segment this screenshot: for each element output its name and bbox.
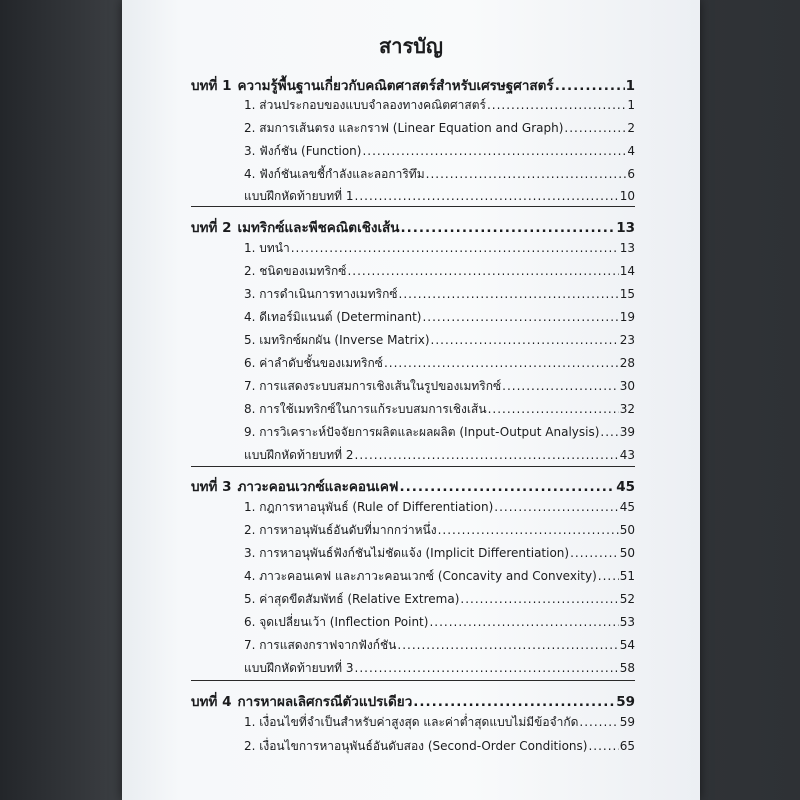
toc-entry[interactable]: [244, 331, 635, 350]
entry-label: 5. ค่าสุดขีดสัมพัทธ์ (Relative Extrema): [244, 592, 460, 606]
chapter-number: บทที่ 2: [191, 220, 232, 236]
entry-page-number: 1: [627, 98, 635, 112]
dot-leader: [502, 379, 619, 393]
entry-page-number: 13: [619, 241, 635, 255]
entry-label: 6. ค่าลำดับชั้นของเมทริกซ์: [244, 356, 383, 370]
dot-leader: [401, 220, 616, 236]
toc-entry[interactable]: [244, 567, 635, 586]
entry-label: 1. กฎการหาอนุพันธ์ (Rule of Differentiation): [244, 500, 494, 514]
entry-page-number: 30: [619, 379, 635, 393]
entry-label: 3. การดำเนินการทางเมทริกซ์: [244, 287, 398, 301]
entry-page-number: 53: [619, 615, 635, 629]
toc-page: [122, 0, 700, 800]
dot-leader: [429, 615, 618, 629]
entry-page-number: 14: [619, 264, 635, 278]
entry-label: 7. การแสดงกราฟจากฟังก์ชัน: [244, 638, 397, 652]
toc-entry[interactable]: [244, 142, 635, 161]
dot-leader: [487, 98, 626, 112]
toc-entry[interactable]: [244, 498, 635, 517]
chapter-title: ภาวะคอนเวกซ์และคอนเคฟ: [237, 479, 399, 495]
chapter-heading[interactable]: [191, 216, 635, 238]
page-title: สารบัญ: [379, 34, 443, 58]
chapter-number: บทที่ 4: [191, 694, 232, 710]
entry-page-number: 32: [619, 402, 635, 416]
entry-label: 8. การใช้เมทริกซ์ในการแก้ระบบสมการเชิงเส้น: [244, 402, 487, 416]
entry-page-number: 59: [619, 715, 635, 729]
toc-entry[interactable]: [244, 400, 635, 419]
entry-label: 5. เมทริกซ์ผกผัน (Inverse Matrix): [244, 333, 430, 347]
toc-entry[interactable]: [244, 737, 635, 756]
chapter-number: บทที่ 3: [191, 479, 232, 495]
toc-entry[interactable]: [244, 377, 635, 396]
entry-page-number: 23: [619, 333, 635, 347]
entry-page-number: 52: [619, 592, 635, 606]
entry-page-number: 39: [619, 425, 635, 439]
toc-entry[interactable]: [244, 636, 635, 655]
toc-entry[interactable]: [244, 262, 635, 281]
entry-label: 1. ส่วนประกอบของแบบจำลองทางคณิตศาสตร์: [244, 98, 486, 112]
dot-leader: [362, 144, 626, 158]
chapter-divider: [191, 680, 635, 681]
toc-entry[interactable]: [244, 521, 635, 540]
toc-entry[interactable]: [244, 308, 635, 327]
chapter-page-number: 1: [625, 78, 635, 94]
dot-leader: [555, 78, 625, 94]
dot-leader: [438, 523, 619, 537]
dot-leader: [355, 661, 619, 675]
entry-page-number: 43: [619, 448, 635, 462]
entry-page-number: 4: [627, 144, 635, 158]
entry-page-number: 50: [619, 523, 635, 537]
entry-page-number: 54: [619, 638, 635, 652]
dot-leader: [355, 189, 619, 203]
entry-label: 9. การวิเคราะห์ปัจจัยการผลิตและผลผลิต (Input-Output Analysis): [244, 425, 600, 439]
dot-leader: [399, 479, 615, 495]
dot-leader: [588, 739, 618, 753]
entry-label: 6. จุดเปลี่ยนเว้า (Inflection Point): [244, 615, 429, 629]
dot-leader: [494, 500, 618, 514]
chapter-divider: [191, 206, 635, 207]
toc-entry[interactable]: [244, 187, 635, 206]
entry-page-number: 6: [627, 167, 635, 181]
entry-label: 1. เงื่อนไขที่จำเป็นสำหรับค่าสูงสุด และค่าต่ำสุดแบบไม่มีข้อจำกัด: [244, 715, 579, 729]
dot-leader: [598, 569, 619, 583]
toc-entry[interactable]: [244, 659, 635, 678]
entry-label: แบบฝึกหัดท้ายบทที่ 2: [244, 448, 354, 462]
dot-leader: [431, 333, 619, 347]
chapter-title: ความรู้พื้นฐานเกี่ยวกับคณิตศาสตร์สำหรับเศรษฐศาสตร์: [237, 78, 554, 94]
toc-entry[interactable]: [244, 165, 635, 184]
chapter-page-number: 13: [616, 220, 635, 236]
chapter-heading[interactable]: [191, 690, 635, 712]
dot-leader: [422, 310, 618, 324]
entry-label: 3. ฟังก์ชัน (Function): [244, 144, 362, 158]
toc-entry[interactable]: [244, 590, 635, 609]
toc-entry[interactable]: [244, 613, 635, 632]
chapter-title: เมทริกซ์และพีชคณิตเชิงเส้น: [237, 220, 400, 236]
dot-leader: [347, 264, 618, 278]
dot-leader: [460, 592, 618, 606]
entry-label: 2. การหาอนุพันธ์อันดับที่มากกว่าหนึ่ง: [244, 523, 437, 537]
entry-page-number: 45: [619, 500, 635, 514]
chapter-divider: [191, 466, 635, 467]
toc-entry[interactable]: [244, 119, 635, 138]
entry-label: 2. ชนิดของเมทริกซ์: [244, 264, 347, 278]
entry-label: 2. เงื่อนไขการหาอนุพันธ์อันดับสอง (Second-Order Conditions): [244, 739, 588, 753]
entry-page-number: 50: [619, 546, 635, 560]
dot-leader: [384, 356, 619, 370]
entry-page-number: 15: [619, 287, 635, 301]
chapter-page-number: 45: [616, 479, 635, 495]
toc-entry[interactable]: [244, 713, 635, 732]
chapter-title: การหาผลเลิศกรณีตัวแปรเดียว: [237, 694, 413, 710]
chapter-number: บทที่ 1: [191, 78, 232, 94]
entry-label: แบบฝึกหัดท้ายบทที่ 3: [244, 661, 354, 675]
entry-label: 4. ฟังก์ชันเลขชี้กำลังและลอการิทึม: [244, 167, 425, 181]
dot-leader: [488, 402, 619, 416]
dot-leader: [399, 287, 619, 301]
toc-entry[interactable]: [244, 423, 635, 442]
dot-leader: [397, 638, 618, 652]
toc-entry[interactable]: [244, 285, 635, 304]
dot-leader: [579, 715, 618, 729]
toc-entry[interactable]: [244, 239, 635, 258]
entry-page-number: 65: [619, 739, 635, 753]
dot-leader: [564, 121, 626, 135]
chapter-page-number: 59: [616, 694, 635, 710]
entry-page-number: 10: [619, 189, 635, 203]
entry-page-number: 2: [627, 121, 635, 135]
chapter-heading[interactable]: [191, 74, 635, 96]
entry-page-number: 19: [619, 310, 635, 324]
entry-page-number: 51: [619, 569, 635, 583]
dot-leader: [291, 241, 619, 255]
entry-label: 3. การหาอนุพันธ์ฟังก์ชันไม่ชัดแจ้ง (Implicit Differentiation): [244, 546, 570, 560]
dot-leader: [355, 448, 619, 462]
dot-leader: [426, 167, 627, 181]
entry-label: 7. การแสดงระบบสมการเชิงเส้นในรูปของเมทริกซ์: [244, 379, 502, 393]
toc-entry[interactable]: [244, 354, 635, 373]
chapter-heading[interactable]: [191, 475, 635, 497]
entry-page-number: 58: [619, 661, 635, 675]
dot-leader: [570, 546, 619, 560]
dot-leader: [600, 425, 618, 439]
toc-entry[interactable]: [244, 446, 635, 465]
entry-label: 1. บทนำ: [244, 241, 290, 255]
entry-page-number: 28: [619, 356, 635, 370]
entry-label: 4. ภาวะคอนเคฟ และภาวะคอนเวกซ์ (Concavity and Convexity): [244, 569, 597, 583]
dot-leader: [413, 694, 615, 710]
entry-label: 2. สมการเส้นตรง และกราฟ (Linear Equation and Graph): [244, 121, 564, 135]
entry-label: 4. ดีเทอร์มิแนนต์ (Determinant): [244, 310, 422, 324]
toc-entry[interactable]: [244, 544, 635, 563]
entry-label: แบบฝึกหัดท้ายบทที่ 1: [244, 189, 354, 203]
toc-entry[interactable]: [244, 96, 635, 115]
